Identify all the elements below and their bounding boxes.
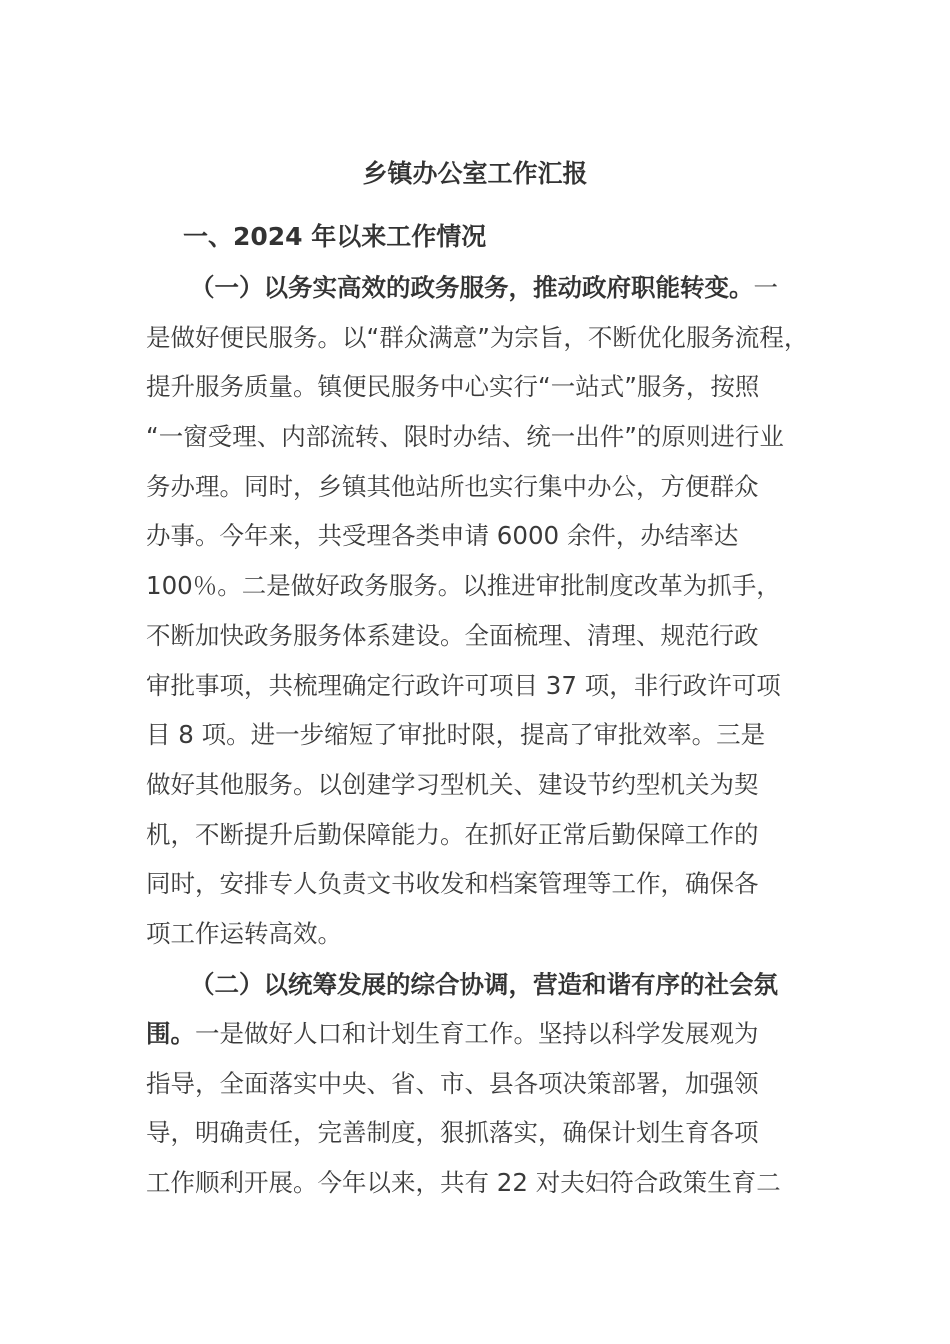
body-text: 审批事项，共梳理确定行政许可项目 37 项，非行政许可项 xyxy=(146,671,781,700)
body-text: 同时，安排专人负责文书收发和档案管理等工作，确保各 xyxy=(146,869,759,898)
body-text: 一是做好人口和计划生育工作。坚持以科学发展观为 xyxy=(195,1019,759,1048)
body-text: 办事。今年来，共受理各类申请 6000 余件，办结率达 xyxy=(146,521,739,550)
body-text: “一窗受理、内部流转、限时办结、统一出件”的原则进行业 xyxy=(146,422,784,451)
body-text: 一 xyxy=(753,273,778,302)
body-line xyxy=(146,916,342,952)
body-line xyxy=(146,817,759,853)
body-text: 务办理。同时，乡镇其他站所也实行集中办公，方便群众 xyxy=(146,472,759,501)
body-line xyxy=(146,369,759,405)
body-line xyxy=(146,419,784,455)
body-text: 目 8 项。进一步缩短了审批时限，提高了审批效率。三是 xyxy=(146,720,766,749)
body-text: 做好其他服务。以创建学习型机关、建设节约型机关为契 xyxy=(146,770,759,799)
body-text: 100％。二是做好政务服务。以推进审批制度改革为抓手， xyxy=(146,571,781,600)
body-line xyxy=(146,568,781,604)
body-text: 机，不断提升后勤保障能力。在抓好正常后勤保障工作的 xyxy=(146,820,759,849)
body-text: 导，明确责任，完善制度，狠抓落实，确保计划生育各项 xyxy=(146,1118,759,1147)
body-line xyxy=(146,1115,759,1151)
body-text: 工作顺利开展。今年以来，共有 22 对夫妇符合政策生育二 xyxy=(146,1168,781,1197)
body-line xyxy=(146,1165,781,1201)
body-text: 项工作运转高效。 xyxy=(146,919,342,948)
body-text: 提升服务质量。镇便民服务中心实行“一站式”服务，按照 xyxy=(146,372,760,401)
body-line xyxy=(190,967,778,1003)
body-text: 指导，全面落实中央、省、市、县各项决策部署，加强领 xyxy=(146,1069,759,1098)
body-line xyxy=(146,866,759,902)
subsection-heading: （一）以务实高效的政务服务，推动政府职能转变。 xyxy=(190,273,754,302)
body-line xyxy=(146,469,759,505)
body-line xyxy=(146,1016,759,1052)
body-line xyxy=(146,1066,759,1102)
body-line xyxy=(146,668,781,704)
body-line xyxy=(146,320,808,356)
section-heading: 一、2024 年以来工作情况 xyxy=(183,222,487,251)
subsection-heading: （二）以统筹发展的综合协调，营造和谐有序的社会氛 xyxy=(190,970,778,999)
subsection-heading: 围。 xyxy=(146,1019,195,1048)
document-title: 乡镇办公室工作汇报 xyxy=(362,159,588,188)
body-line xyxy=(146,618,759,654)
body-line xyxy=(146,518,738,554)
body-line xyxy=(190,270,778,306)
body-line xyxy=(146,767,759,803)
body-line xyxy=(146,717,765,753)
body-text: 是做好便民服务。以“群众满意”为宗旨，不断优化服务流程， xyxy=(146,323,809,352)
body-text: 不断加快政务服务体系建设。全面梳理、清理、规范行政 xyxy=(146,621,759,650)
